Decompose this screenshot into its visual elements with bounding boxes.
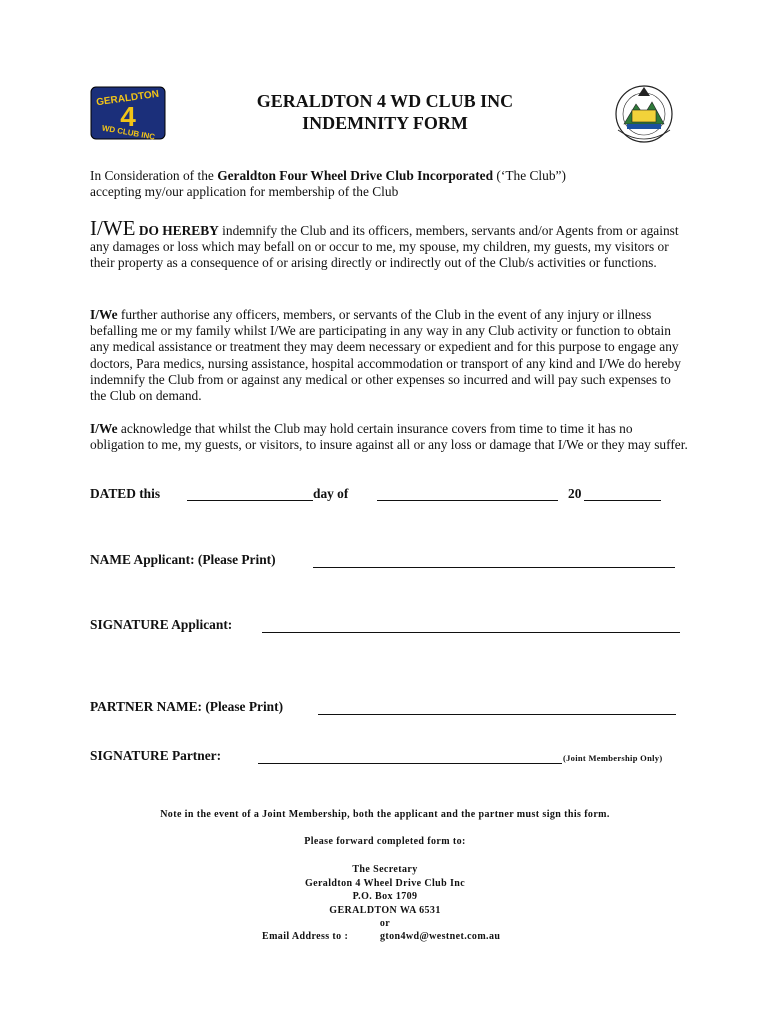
club-logo-icon <box>90 86 166 140</box>
authorisation-paragraph <box>90 307 690 404</box>
intro-line-1 <box>90 168 690 184</box>
secretary-address <box>200 863 570 931</box>
name-applicant-label: NAME Applicant: (Please Print) <box>90 552 276 567</box>
insurance-paragraph <box>90 421 690 453</box>
address-line: P.O. Box 1709 <box>352 891 418 902</box>
name-applicant-field[interactable] <box>313 567 675 568</box>
partner-name-field[interactable] <box>318 714 676 715</box>
day-field[interactable] <box>187 500 313 501</box>
p2-lead: I/We <box>90 307 118 322</box>
association-emblem-icon <box>610 82 678 148</box>
intro-paragraph <box>90 168 690 200</box>
dated-label: DATED this <box>90 486 161 501</box>
svg-text:GERALDTON: GERALDTON <box>95 88 160 109</box>
svg-text:4: 4 <box>120 101 136 132</box>
p1-bold: DO HEREBY <box>135 223 219 238</box>
intro-pre-text: In Consideration of the <box>90 168 218 183</box>
p2-text: further authorise any officers, members, or servants of the Club in the event of any injury or illness befalling me or my family whilst I/We are participating in any way in any Club activity or function to obtain any medical assistance or treatment they may deem necessary or expedient and for this purpose to engage any doctors, Para medics, nursing assistance, hospital accommodation or transport of any kind and I/We do hereby indemnify the Club from or against any medical or other expenses so incurred and will pay such expenses to the Club on demand. <box>90 307 681 404</box>
intro-line-2: accepting my/our application for membership of the Club <box>90 184 399 200</box>
p3-text: acknowledge that whilst the Club may hold certain insurance covers from time to time it has no obligation to me, my guests, or visitors, to insure against all or any loss or damage that I/We or they may suffer. <box>90 421 688 453</box>
indemnity-paragraph <box>90 216 690 272</box>
year-field[interactable] <box>584 500 661 501</box>
joint-membership-note: (Joint Membership Only) <box>563 753 663 763</box>
title-line-2: INDEMNITY FORM <box>302 113 468 133</box>
p1-lead: I/WE <box>90 216 136 240</box>
p1-text: indemnify the Club and its officers, members, servants and/or Agents from or against any damages or loss which may befall on or occur to me, my spouse, my children, my guests, my visitors or their property as a consequence of or arising directly or indirectly out of the Club/s activities or functions. <box>90 223 679 271</box>
month-field[interactable] <box>377 500 558 501</box>
email-address[interactable]: gton4wd@westnet.com.au <box>380 931 501 942</box>
joint-membership-instruction: Note in the event of a Joint Membership, both the applicant and the partner must sign this form. <box>160 809 610 820</box>
p3-lead: I/We <box>90 421 118 436</box>
email-label: Email Address to : <box>262 931 349 942</box>
year-prefix: 20 <box>568 486 582 501</box>
address-line: The Secretary <box>352 864 418 875</box>
signature-partner-field[interactable] <box>258 763 562 764</box>
intro-post-text: (‘The Club”) <box>493 168 566 183</box>
club-name: Geraldton Four Wheel Drive Club Incorporated <box>217 168 494 183</box>
address-line: GERALDTON WA 6531 <box>329 904 441 916</box>
signature-partner-label: SIGNATURE Partner: <box>90 748 222 763</box>
signature-applicant-field[interactable] <box>262 632 680 633</box>
title-line-1: GERALDTON 4 WD CLUB INC <box>256 91 514 111</box>
form-title <box>200 90 570 134</box>
address-line: Geraldton 4 Wheel Drive Club Inc <box>304 877 466 889</box>
address-line: or <box>379 918 391 929</box>
forward-instruction: Please forward completed form to: <box>304 836 466 847</box>
day-of-label: day of <box>313 486 349 501</box>
svg-text:WD CLUB INC: WD CLUB INC <box>101 123 156 140</box>
signature-applicant-label: SIGNATURE Applicant: <box>90 617 233 632</box>
partner-name-label: PARTNER NAME: (Please Print) <box>90 699 284 714</box>
